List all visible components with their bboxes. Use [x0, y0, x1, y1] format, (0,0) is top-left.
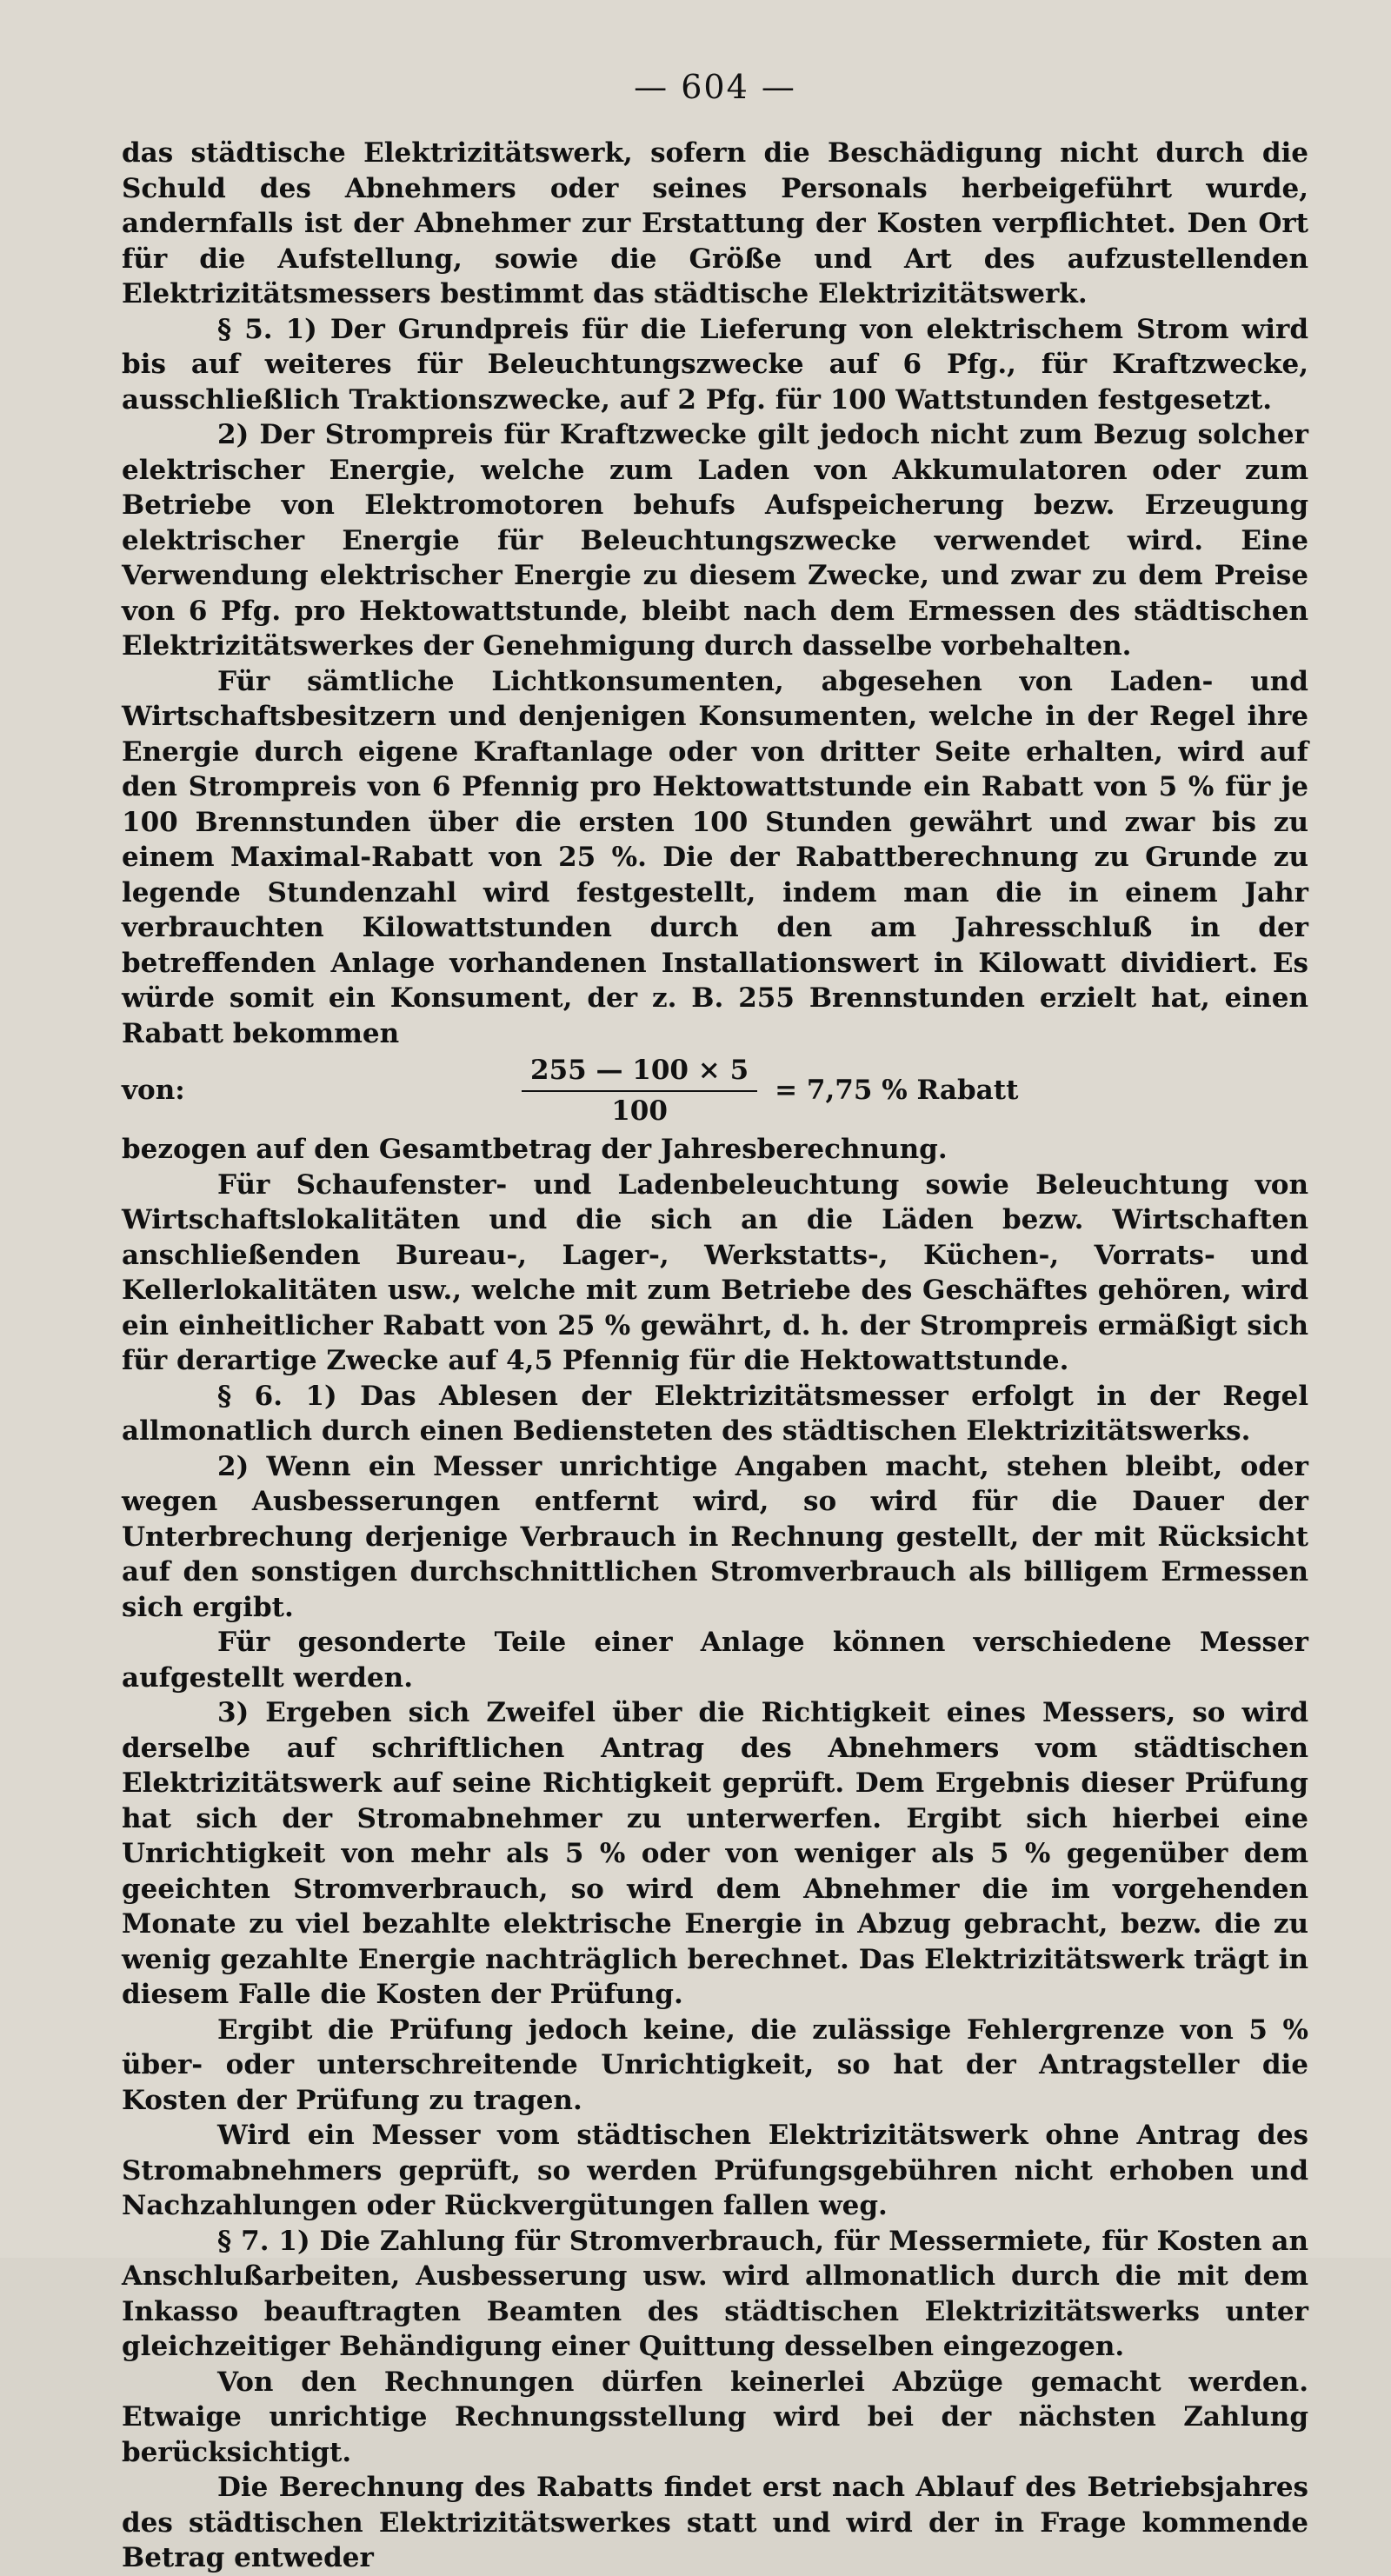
paragraph: Ergibt die Prüfung jedoch keine, die zulässige Fehlergrenze von 5 % über- oder unterschreitende Unrichtigkeit, so hat der Antragsteller die Kosten der Prüfung zu tragen. [122, 2014, 1308, 2116]
paragraph: 3) Ergeben sich Zweifel über die Richtigkeit eines Messers, so wird derselbe auf schriftlichen Antrag des Abnehmers vom städtischen Elektrizitätswerk auf seine Richtigkeit geprüft. Dem Ergebnis dieser Prüfung hat sich der Stromabnehmer zu unterwerfen. Ergibt sich hierbei eine Unrichtigkeit von mehr als 5 % oder von weniger als 5 % gegenüber dem geeichten Stromverbrauch, so wird dem Abnehmer die im vorgehenden Monate zu viel bezahlte elektrische Energie in Abzug gebracht, bezw. die zu wenig gezahlte Energie nachträglich berechnet. Das Elektrizitätswerk trägt in diesem Falle die Kosten der Prüfung. [122, 1697, 1308, 2010]
paragraph: § 5. 1) Der Grundpreis für die Lieferung von elektrischem Strom wird bis auf weiteres für Beleuchtungszwecke auf 6 Pfg., für Kraftzwecke, ausschließlich Traktionszwecke, auf 2 Pfg. für 100 Wattstunden festgesetzt. [122, 313, 1308, 416]
paragraph: Die Berechnung des Rabatts findet erst nach Ablauf des Betriebsjahres des städtischen Elektrizitätswerkes statt und wird der in Frage kommende Betrag entweder [122, 2472, 1308, 2573]
paragraph: Von den Rechnungen dürfen keinerlei Abzüge gemacht werden. Etwaige unrichtige Rechnungsstellung wird bei der nächsten Zahlung berücksichtigt. [122, 2366, 1308, 2468]
page-number: — 604 — [634, 68, 796, 106]
paragraph: bezogen auf den Gesamtbetrag der Jahresberechnung. [122, 1134, 948, 1165]
formula-numerator: 255 — 100 × 5 [522, 1053, 757, 1092]
paragraph: Für sämtliche Lichtkonsumenten, abgesehen von Laden- und Wirtschaftsbesitzern und denjenigen Konsumenten, welche in der Regel ihre Energie durch eigene Kraftanlage oder von dritter Seite erhalten, wird auf den Strompreis von 6 Pfennig pro Hektowattstunde ein Rabatt von 5 % für je 100 Brennstunden über die ersten 100 Stunden gewährt und zwar bis zu einem Maximal-Rabatt von 25 %. Die der Rabattberechnung zu Grunde zu legende Stundenzahl wird festgestellt, indem man die in einem Jahr verbrauchten Kilowattstunden durch den am Jahresschluß in der betreffenden Anlage vorhandenen Installationswert in Kilowatt dividiert. Es würde somit ein Konsument, der z. B. 255 Brennstunden erzielt hat, einen Rabatt bekommen [122, 665, 1308, 1049]
paragraph: § 6. 1) Das Ablesen der Elektrizitätsmesser erfolgt in der Regel allmonatlich durch einen Bediensteten des städtischen Elektrizitätswerks. [122, 1380, 1308, 1447]
formula-lead: von: [122, 1075, 185, 1107]
paragraph: Für gesonderte Teile einer Anlage können verschiedene Messer aufgestellt werden. [122, 1627, 1308, 1694]
body-text [122, 136, 1308, 2576]
formula-result: = 7,75 % Rabatt [775, 1075, 1019, 1107]
paragraph: Wird ein Messer vom städtischen Elektrizitätswerk ohne Antrag des Stromabnehmers geprüft, so werden Prüfungsgebühren nicht erhoben und Nachzahlungen oder Rückvergütungen fallen weg. [122, 2120, 1308, 2221]
paragraph: das städtische Elektrizitätswerk, sofern die Beschädigung nicht durch die Schuld des Abnehmers oder seines Personals herbeigeführt wurde, andernfalls ist der Abnehmer zur Erstattung der Kosten verpflichtet. Den Ort für die Aufstellung, sowie die Größe und Art des aufzustellenden Elektrizitätsmessers bestimmt das städtische Elektrizitätswerk. [122, 137, 1308, 310]
paragraph: § 7. 1) Die Zahlung für Stromverbrauch, für Messermiete, für Kosten an Anschlußarbeiten, Ausbesserung usw. wird allmonatlich durch die mit dem Inkasso beauftragten Beamten des städtischen Elektrizitätswerks unter gleichzeitiger Behändigung einer Quittung desselben eingezogen. [122, 2225, 1308, 2362]
paragraph: Für Schaufenster- und Ladenbeleuchtung sowie Beleuchtung von Wirtschaftslokalitäten und die sich an die Läden bezw. Wirtschaften anschließenden Bureau-, Lager-, Werkstatts-, Küchen-, Vorrats- und Kellerlokalitäten usw., welche mit zum Betriebe des Geschäftes gehören, wird ein einheitlicher Rabatt von 25 % gewährt, d. h. der Strompreis ermäßigt sich für derartige Zwecke auf 4,5 Pfennig für die Hektowattstunde. [122, 1168, 1308, 1376]
paragraph: 2) Der Strompreis für Kraftzwecke gilt jedoch nicht zum Bezug solcher elektrischer Energie, welche zum Laden von Akkumulatoren oder zum Betriebe von Elektromotoren behufs Aufspeicherung bezw. Erzeugung elektrischer Energie für Beleuchtungszwecke verwendet wird. Eine Verwendung elektrischer Energie zu diesem Zwecke, und zwar zu dem Preise von 6 Pfg. pro Hektowattstunde, bleibt nach dem Ermessen des städtischen Elektrizitätswerkes der Genehmigung durch dasselbe vorbehalten. [122, 419, 1308, 662]
formula-denominator: 100 [611, 1095, 668, 1127]
formula-fraction [522, 1053, 757, 1128]
rebate-formula [122, 1053, 1308, 1128]
paragraph: 2) Wenn ein Messer unrichtige Angaben macht, stehen bleibt, oder wegen Ausbesserungen entfernt wird, so wird für die Dauer der Unterbrechung derjenige Verbrauch in Rechnung gestellt, der mit Rücksicht auf den sonstigen durchschnittlichen Stromverbrauch als billigem Ermessen sich ergibt. [122, 1450, 1308, 1623]
